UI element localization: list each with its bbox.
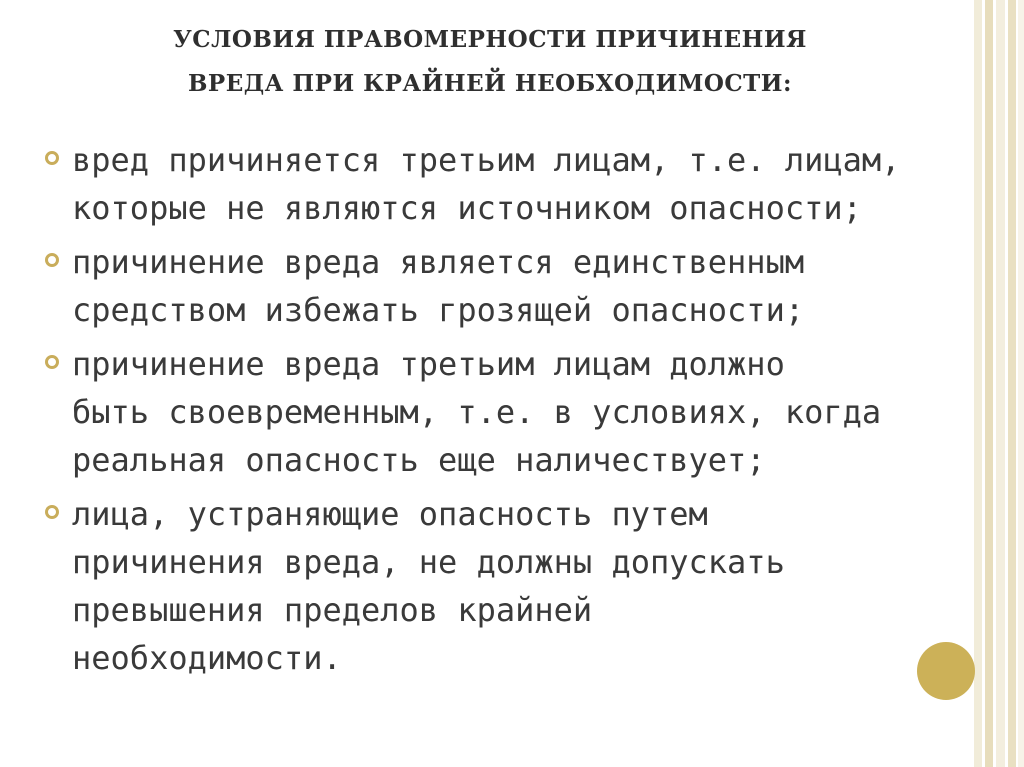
slide-title-line-2: ВРЕДА ПРИ КРАЙНЕЙ НЕОБХОДИМОСТИ: xyxy=(187,70,793,97)
bullet-line: средством избежать грозящей опасности; xyxy=(72,291,805,329)
hollow-circle-bullet-icon xyxy=(45,151,59,165)
bullet-line: лица, устраняющие опасность путем xyxy=(72,495,708,533)
bullet-line: причинение вреда является единственным xyxy=(72,243,805,281)
decorative-stripe xyxy=(985,0,993,767)
bullet-item xyxy=(44,136,944,232)
bullet-line: вред причиняется третьим лицам, т.е. лицам, xyxy=(72,141,901,179)
bullet-list xyxy=(44,136,944,688)
bullet-item xyxy=(44,238,944,334)
hollow-circle-bullet-icon xyxy=(45,505,59,519)
bullet-line: быть своевременным, т.е. в условиях, когда xyxy=(72,393,882,431)
hollow-circle-bullet-icon xyxy=(45,355,59,369)
bullet-line: превышения пределов крайней xyxy=(72,591,593,629)
bullet-text xyxy=(72,340,944,484)
gold-circle-icon xyxy=(917,642,975,700)
decorative-stripe xyxy=(974,0,982,767)
bullet-item xyxy=(44,490,944,682)
bullet-text xyxy=(72,490,944,682)
bullet-line: реальная опасность еще наличествует; xyxy=(72,441,766,479)
slide-title-line-1: УСЛОВИЯ ПРАВОМЕРНОСТИ ПРИЧИНЕНИЯ xyxy=(173,26,807,53)
decorative-stripe xyxy=(1008,0,1016,767)
bullet-line: необходимости. xyxy=(72,639,342,677)
slide-title xyxy=(60,18,920,106)
bullet-item xyxy=(44,340,944,484)
bullet-line: которые не являются источником опасности; xyxy=(72,189,862,227)
decorative-stripe xyxy=(1018,0,1024,767)
hollow-circle-bullet-icon xyxy=(45,253,59,267)
bullet-text xyxy=(72,238,944,334)
bullet-line: причинения вреда, не должны допускать xyxy=(72,543,785,581)
bullet-line: причинение вреда третьим лицам должно xyxy=(72,345,785,383)
bullet-text xyxy=(72,136,944,232)
decorative-stripe xyxy=(996,0,1005,767)
